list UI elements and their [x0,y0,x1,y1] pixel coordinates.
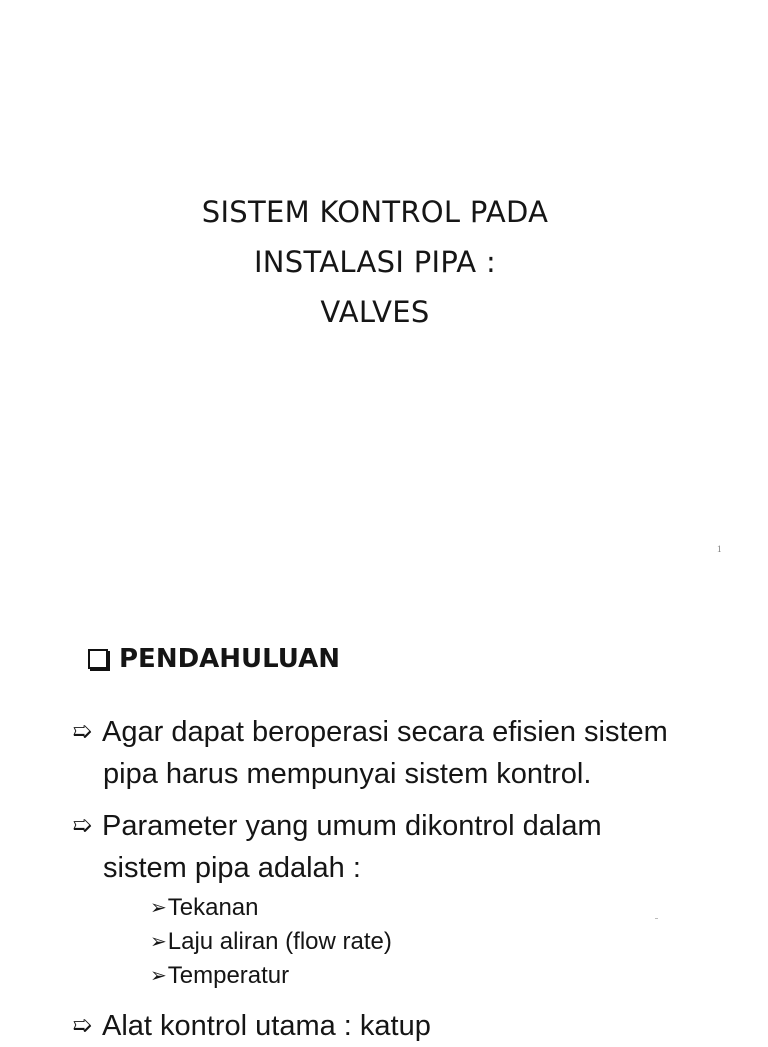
arrow-icon: ➯ [72,811,93,839]
slide-title [120,187,630,337]
bullet-text-line: Alat kontrol utama : katup [102,1010,431,1042]
section-heading-label: PENDAHULUAN [119,644,340,674]
triangle-arrow-icon: ➢ [150,895,167,919]
bullet-text-line: pipa harus mempunyai sistem kontrol. [103,758,592,790]
sub-list-item [150,924,392,959]
sub-list-item [150,958,289,993]
section-heading [88,641,340,677]
arrow-icon: ➯ [72,717,93,745]
sub-item-text: Tekanan [167,894,259,921]
bullet-item-cut-off [72,1004,431,1047]
sub-item-text: Laju aliran (flow rate) [167,928,392,955]
triangle-arrow-icon: ➢ [150,963,167,987]
sub-item-text: Temperatur [167,962,290,989]
title-line-3: VALVES [320,295,430,329]
bullet-text-line: Parameter yang umum dikontrol dalam [102,810,602,842]
bullet-text-line: sistem pipa adalah : [103,852,361,884]
arrow-icon: ➯ [72,1011,93,1039]
checkbox-icon [88,649,108,669]
bullet-item [72,804,602,889]
bullet-text-line: Agar dapat beroperasi secara efisien sistem [102,716,668,748]
triangle-arrow-icon: ➢ [150,929,167,953]
sub-list-item [150,890,259,925]
title-line-2: INSTALASI PIPA : [253,245,497,279]
title-line-1: SISTEM KONTROL PADA [201,195,549,229]
page-number: 1 [717,544,722,554]
bullet-item [72,710,668,795]
scan-speck [655,918,658,919]
